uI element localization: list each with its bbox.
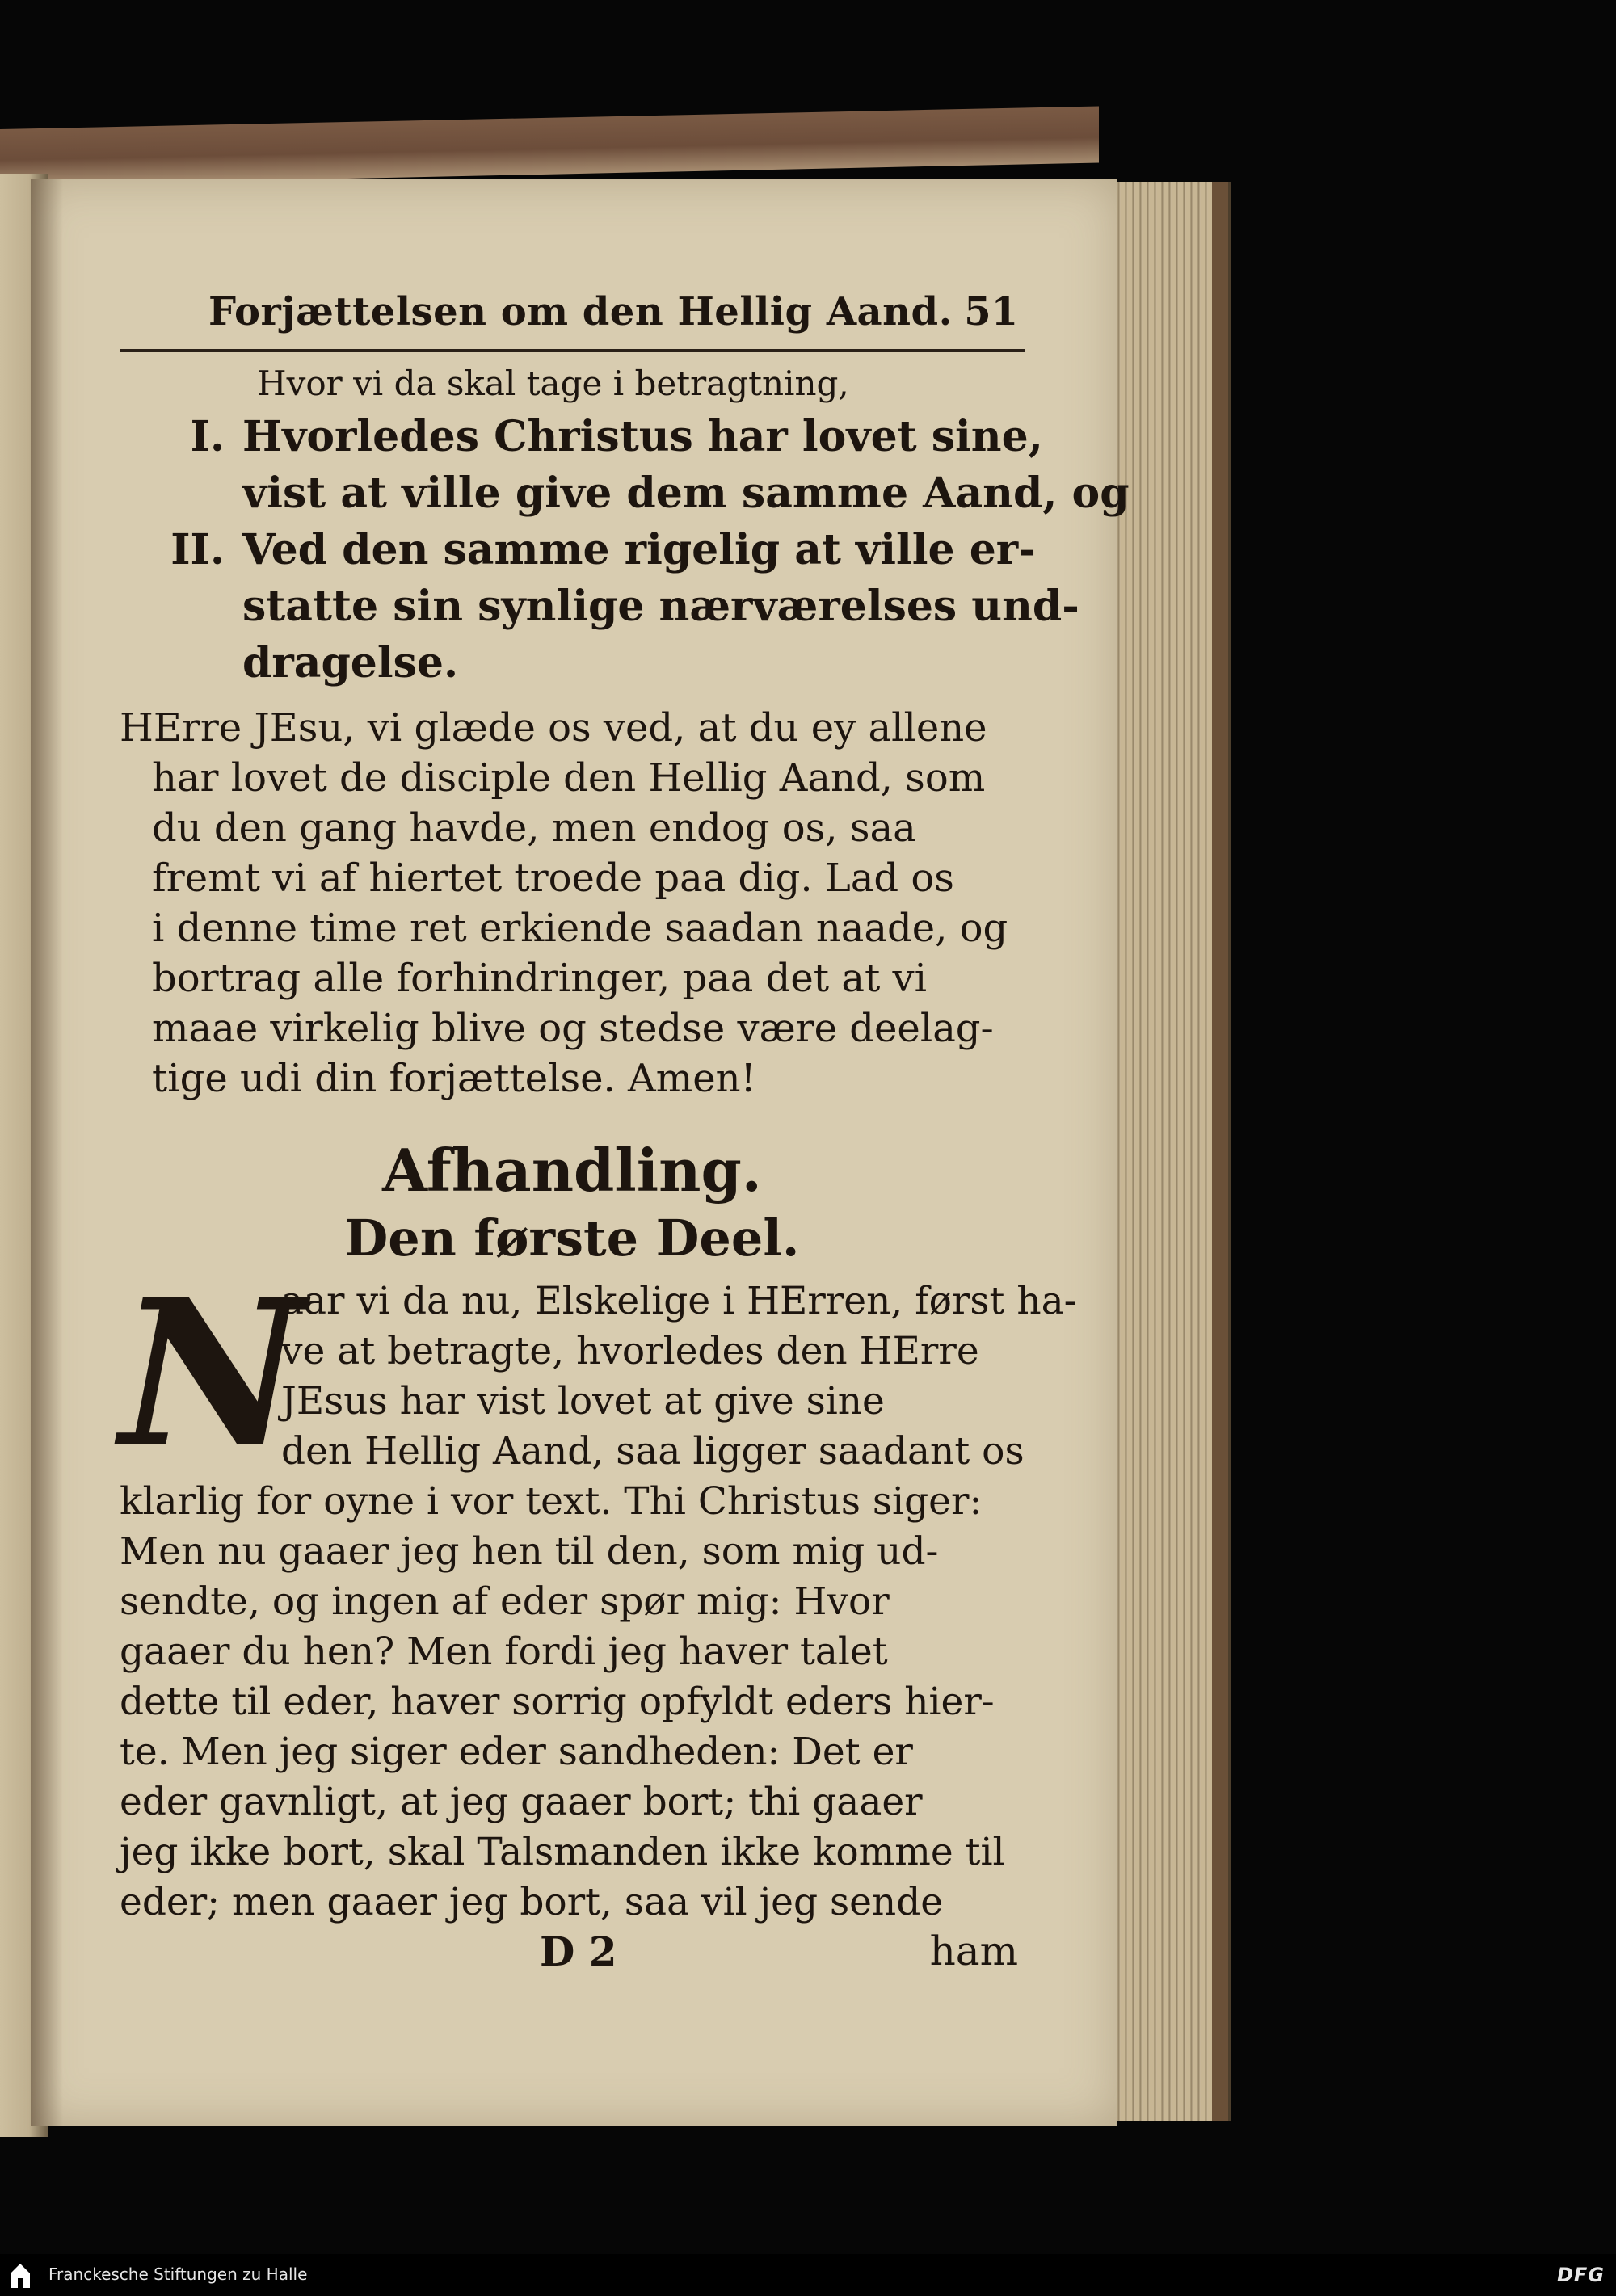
- prayer-line: maae virkelig blive og stedse være deelag-: [152, 1006, 994, 1051]
- running-head: [120, 284, 1025, 352]
- prayer-line: bortrag alle forhindringer, paa det at vi: [152, 956, 927, 1001]
- outline-line: vist at ville give dem samme Aand, og: [242, 469, 1130, 518]
- section-subheading: Den første Deel.: [344, 1209, 800, 1268]
- funder-logo: DFG: [1556, 2264, 1605, 2286]
- body-line: aar vi da nu, Elskelige i HErren, først ha-: [281, 1279, 1077, 1323]
- prayer-line: du den gang havde, men endog os, saa: [152, 805, 916, 851]
- sermon-outline: [120, 359, 1130, 692]
- body-line: Men nu gaaer jeg hen til den, som mig ud-: [120, 1529, 939, 1574]
- body-line: jeg ikke bort, skal Talsmanden ikke komme til: [120, 1830, 1005, 1874]
- body-line: klarlig for oyne i vor text. Thi Christus siger:: [120, 1479, 983, 1524]
- outline-point: [120, 409, 1043, 465]
- text-block: [120, 284, 1130, 1979]
- signature-mark: D 2: [540, 1928, 617, 1975]
- page-gutter: [31, 179, 63, 2126]
- signature-line: [120, 1928, 1025, 1979]
- drop-cap: N: [120, 1255, 305, 1492]
- body-line: eder; men gaaer jeg bort, saa vil jeg sende: [120, 1880, 944, 1924]
- outline-lead: Hvor vi da skal tage i betragtning,: [257, 364, 849, 403]
- prayer-paragraph: [120, 703, 1025, 1104]
- body-line: gaaer du hen? Men fordi jeg haver talet: [120, 1629, 888, 1674]
- prayer-line: HErre JEsu, vi glæde os ved, at du ey allene: [120, 705, 987, 751]
- prayer-line: har lovet de disciple den Hellig Aand, som: [152, 755, 986, 801]
- outline-numeral: II.: [170, 525, 225, 574]
- page-number: 51: [964, 289, 1018, 334]
- body-line: eder gavnligt, at jeg gaaer bort; thi gaaer: [120, 1780, 923, 1824]
- viewer-footer: [0, 2254, 1616, 2296]
- body-line: te. Men jeg siger eder sandheden: Det er: [120, 1730, 913, 1774]
- body-paragraph: [120, 1255, 1077, 1928]
- body-line: den Hellig Aand, saa ligger saadant os: [281, 1429, 1025, 1474]
- outline-line: Hvorledes Christus har lovet sine,: [242, 412, 1043, 461]
- running-head-title: Forjættelsen om den Hellig Aand.: [208, 289, 953, 334]
- body-line: sendte, og ingen af eder spør mig: Hvor: [120, 1579, 890, 1624]
- outline-line: Ved den samme rigelig at ville er-: [242, 525, 1036, 574]
- body-line: dette til eder, haver sorrig opfyldt eders hier-: [120, 1680, 995, 1724]
- institution-name: Franckesche Stiftungen zu Halle: [48, 2264, 308, 2284]
- book-cover-edge: [0, 107, 1099, 186]
- prayer-line: fremt vi af hiertet troede paa dig. Lad os: [152, 856, 954, 901]
- prayer-line: i denne time ret erkiende saadan naade, og: [152, 906, 1008, 951]
- catchword: ham: [929, 1928, 1018, 1974]
- section-heading: Afhandling.: [382, 1136, 762, 1205]
- book-page: [31, 179, 1130, 2126]
- book-cover-side: [1212, 182, 1228, 2121]
- outline-line: statte sin synlige nærværelses und-: [242, 582, 1079, 631]
- body-line: JEsus har vist lovet at give sine: [281, 1379, 885, 1423]
- outline-point: [120, 522, 1036, 578]
- body-line: ve at betragte, hvorledes den HErre: [281, 1329, 979, 1373]
- foundation-emblem-icon: [8, 2262, 32, 2290]
- outline-numeral: I.: [190, 412, 225, 461]
- prayer-line: tige udi din forjættelse. Amen!: [152, 1056, 756, 1101]
- outline-line: dragelse.: [242, 638, 459, 688]
